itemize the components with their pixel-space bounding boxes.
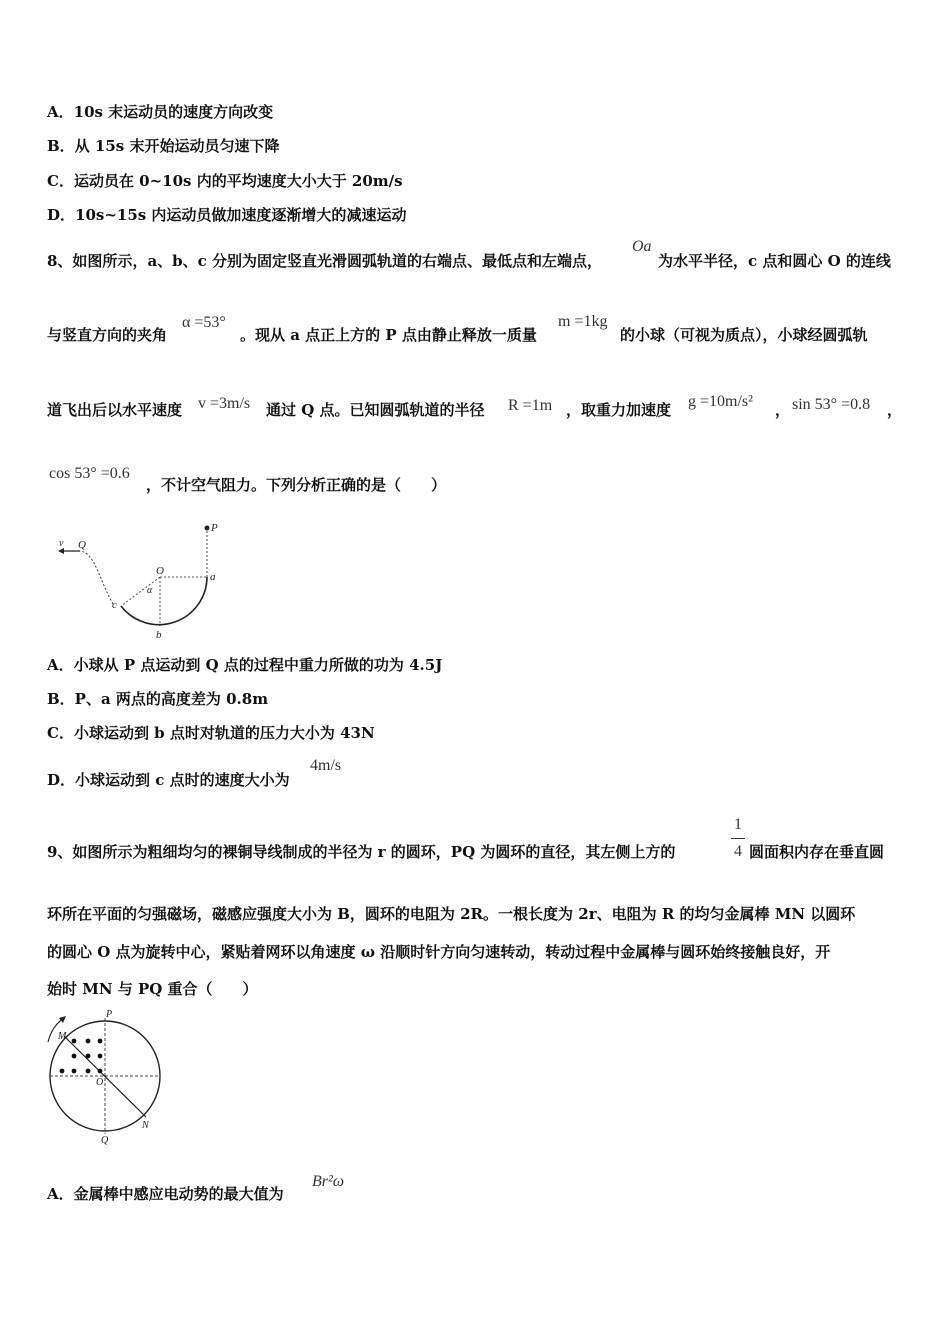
q9-frac-den: 4 <box>734 843 742 860</box>
q8-line4: ，不计空气阻力。下列分析正确的是（ ） <box>146 476 447 494</box>
q8-line3-e: ， <box>887 401 903 419</box>
q7-option-b: B．从 15s 末开始运动员匀速下降 <box>47 137 280 155</box>
q9-line1-a: 9、如图所示为粗细均匀的裸铜导线制成的半径为 r 的圆环，PQ 为圆环的直径，其左侧上方的 <box>47 843 676 861</box>
q8-line2-c: 的小球（可视为质点），小球经圆弧轨 <box>620 326 868 344</box>
q8-track-figure <box>50 522 230 642</box>
q8-line3-b: 通过 Q 点。已知圆弧轨道的半径 <box>266 401 485 419</box>
q8-math-v: v =3m/s <box>198 395 251 412</box>
q8-option-d: D．小球运动到 c 点时的速度大小为 <box>47 771 290 789</box>
q9-line4: 始时 MN 与 PQ 重合（ ） <box>47 980 258 998</box>
q8-math-m: m =1kg <box>558 313 608 330</box>
q8-option-c: C．小球运动到 b 点时对轨道的压力大小为 43N <box>47 724 375 742</box>
q9-fig-label-N: N <box>142 1120 149 1131</box>
q8-line2-a: 与竖直方向的夹角 <box>47 326 168 344</box>
q8-line1-b: 为水平半径，c 点和圆心 O 的连线 <box>658 252 891 270</box>
q8-option-d-math: 4m/s <box>310 757 342 774</box>
q9-line3: 的圆心 O 点为旋转中心，紧贴着网环以角速度 ω 沿顺时针方向匀速转动，转动过程中金属棒与圆环始终接触良好，开 <box>47 943 831 961</box>
q7-option-a: A．10s 末运动员的速度方向改变 <box>47 103 274 121</box>
q8-line2-b: 。现从 a 点正上方的 P 点由静止释放一质量 <box>240 326 537 344</box>
q8-line3-a: 道飞出后以水平速度 <box>47 401 183 419</box>
q8-option-a: A．小球从 P 点运动到 Q 点的过程中重力所做的功为 4.5J <box>47 656 443 674</box>
q8-fig-label-Q: Q <box>78 539 86 551</box>
q9-option-a-math: Br²ω <box>312 1173 345 1190</box>
q8-fig-label-c: c <box>112 599 117 611</box>
q8-math-R: R =1m <box>508 397 553 414</box>
q9-line2: 环所在平面的匀强磁场，磁感应强度大小为 B，圆环的电阻为 2R。一根长度为 2r、电阻为 R 的均匀金属棒 MN 以圆环 <box>47 905 856 923</box>
q8-option-b: B．P、a 两点的高度差为 0.8m <box>47 690 269 708</box>
q8-math-g: g =10m/s² <box>688 393 753 410</box>
q9-frac-bar <box>731 838 745 839</box>
q8-line3-c: ，取重力加速度 <box>566 401 672 419</box>
q8-math-sin: sin 53° =0.8 <box>792 396 871 413</box>
q8-fig-label-O: O <box>156 565 164 577</box>
q8-fig-label-b: b <box>156 629 162 641</box>
q9-fig-label-O: O <box>96 1077 104 1088</box>
q8-line1-a: 8、如图所示，a、b、c 分别为固定竖直光滑圆弧轨道的右端点、最低点和左端点， <box>47 252 603 270</box>
q8-fig-label-P: P <box>211 522 218 534</box>
q7-option-c: C．运动员在 0~10s 内的平均速度大小大于 20m/s <box>47 172 403 190</box>
q9-frac-num: 1 <box>734 816 742 833</box>
q9-fig-label-Q: Q <box>101 1135 109 1146</box>
q8-fig-label-a: a <box>210 571 216 583</box>
q9-option-a: A．金属棒中感应电动势的最大值为 <box>47 1185 284 1203</box>
q9-fig-label-P: P <box>106 1009 113 1020</box>
q8-arc-track <box>121 577 207 625</box>
q9-line1-b: 圆面积内存在垂直圆 <box>749 843 885 861</box>
q7-option-d: D．10s~15s 内运动员做加速度逐渐增大的减速运动 <box>47 206 407 224</box>
q8-point-P <box>205 526 210 531</box>
q8-math-oa: Oa <box>632 238 652 255</box>
q8-math-alpha: α =53° <box>182 314 226 331</box>
q9-ring-figure <box>42 1006 172 1146</box>
q8-math-cos: cos 53° =0.6 <box>49 465 130 482</box>
q8-fig-label-alpha: α <box>147 585 153 596</box>
q9-fig-label-M: M <box>58 1031 67 1042</box>
q8-fig-label-v: v <box>59 538 64 549</box>
q8-line3-d: ， <box>775 401 791 419</box>
